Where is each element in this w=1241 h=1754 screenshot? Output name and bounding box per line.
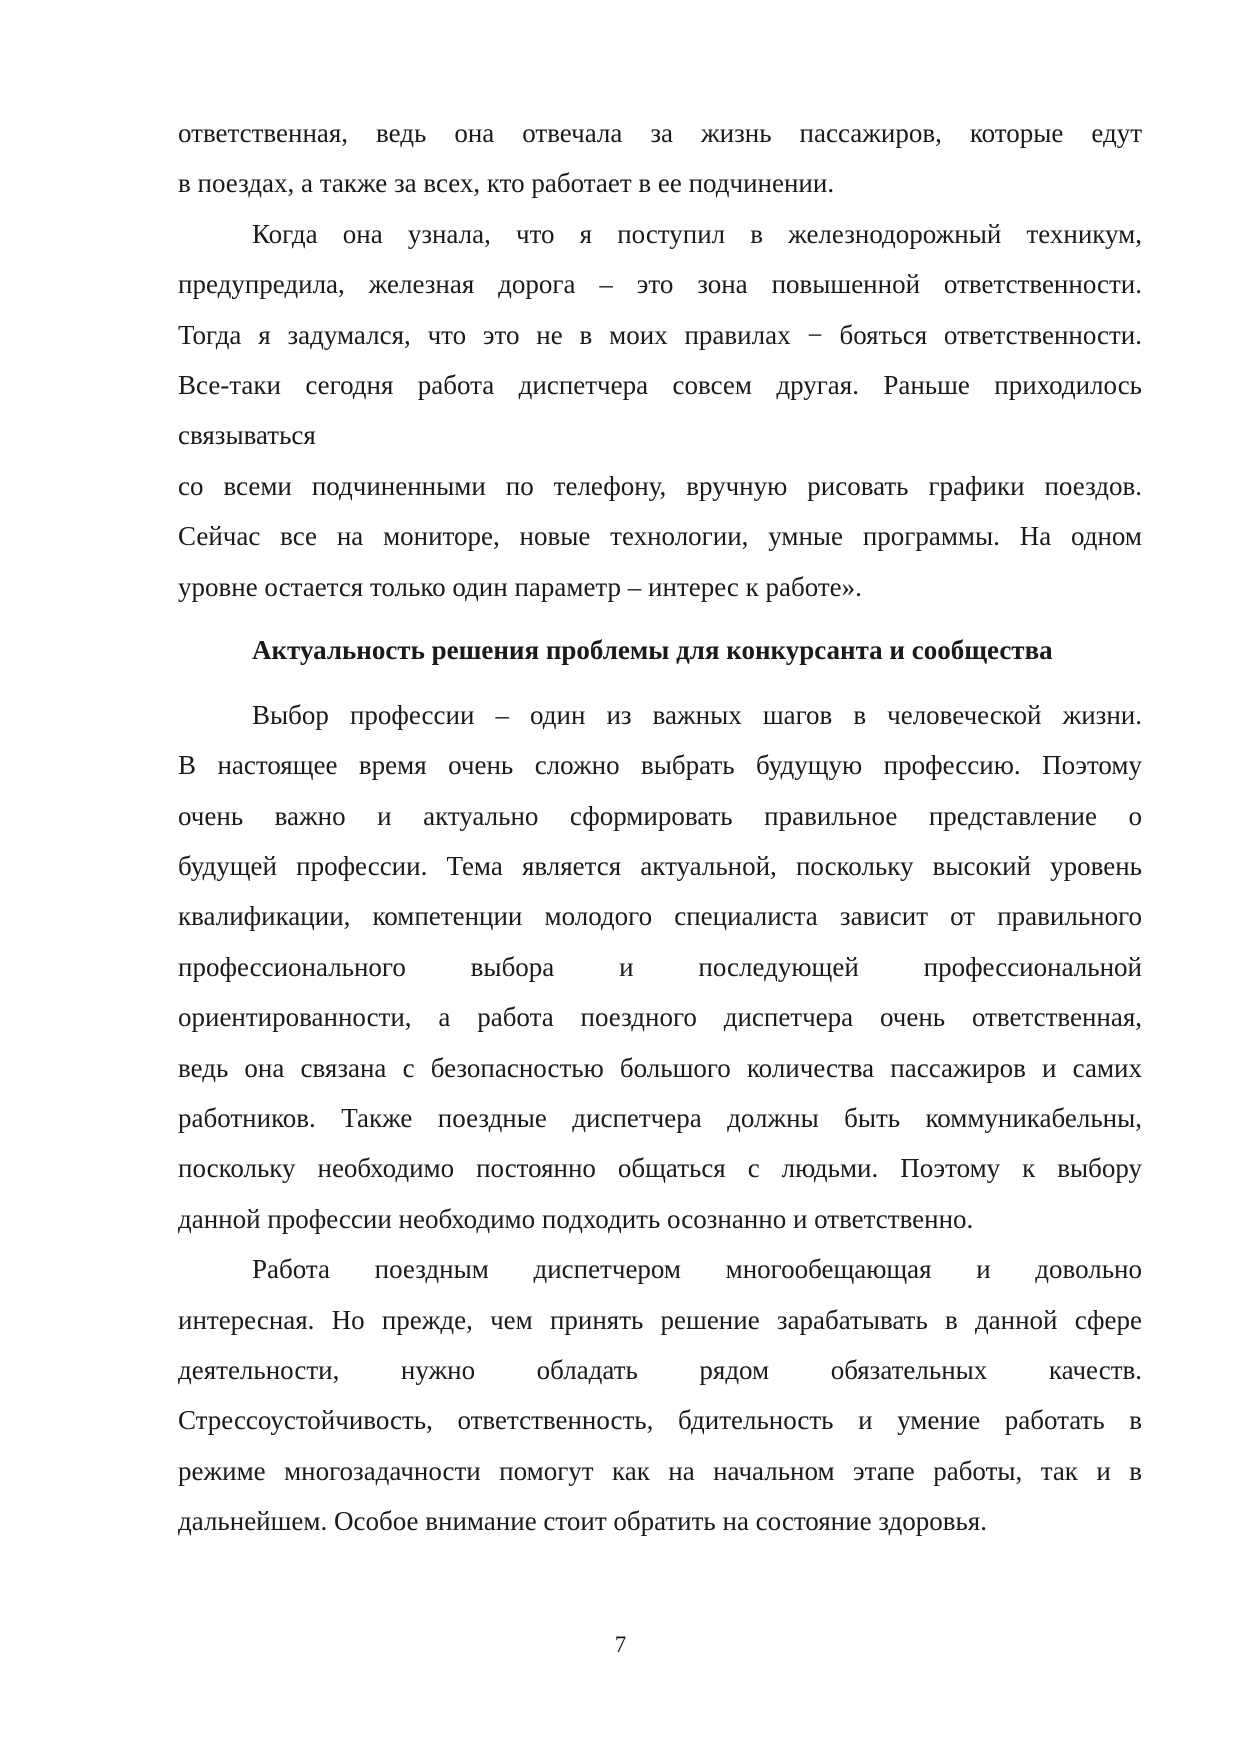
text-line: связываться: [178, 420, 316, 451]
text-line: работников. Также поездные диспетчера должны быть коммуникабельны,: [178, 1103, 1142, 1134]
text-line: Выбор профессии – один из важных шагов в человеческой жизни.: [252, 699, 1142, 730]
text-line: очень важно и актуально сформировать правильное представление о: [178, 800, 1142, 831]
text-line: профессионального выбора и последующей профессиональной: [178, 951, 1142, 982]
paragraph-3: [178, 690, 1142, 1244]
text-line: интересная. Но прежде, чем принять решение зарабатывать в данной сфере: [178, 1304, 1142, 1335]
text-line: Работа поездным диспетчером многообещающая и довольно: [252, 1254, 1142, 1285]
text-line: ориентированности, а работа поездного диспетчера очень ответственная,: [178, 1002, 1142, 1033]
text-line: В настоящее время очень сложно выбрать будущую профессию. Поэтому: [178, 750, 1142, 781]
text-line: Тогда я задумался, что это не в моих правилах − бояться ответственности.: [178, 319, 1142, 350]
text-line: квалификации, компетенции молодого специалиста зависит от правильного: [178, 901, 1142, 932]
text-line: данной профессии необходимо подходить осознанно и ответственно.: [178, 1203, 974, 1234]
text-line: со всеми подчиненными по телефону, вручную рисовать графики поездов.: [178, 470, 1142, 501]
text-line: будущей профессии. Тема является актуальной, поскольку высокий уровень: [178, 851, 1142, 882]
paragraph-1: [178, 108, 1142, 209]
text-line: деятельности, нужно обладать рядом обязательных качеств.: [178, 1354, 1142, 1385]
text-line: Стрессоустойчивость, ответственность, бдительность и умение работать в: [178, 1405, 1142, 1436]
text-line: Сейчас все на мониторе, новые технологии, умные программы. На одном: [178, 521, 1142, 552]
paragraph-2: [178, 209, 1142, 612]
text-line: дальнейшем. Особое внимание стоит обратить на состояние здоровья.: [178, 1506, 987, 1537]
text-line: в поездах, а также за всех, кто работает в ее подчинении.: [178, 168, 835, 199]
section-heading: Актуальность решения проблемы для конкурсанта и сообщества: [252, 634, 1053, 665]
text-line: ведь она связана с безопасностью большого количества пассажиров и самих: [178, 1052, 1142, 1083]
paragraph-4: [178, 1244, 1142, 1546]
text-line: Все-таки сегодня работа диспетчера совсем другая. Раньше приходилось: [178, 369, 1142, 400]
text-line: уровне остается только один параметр – интерес к работе».: [178, 571, 862, 602]
text-line: предупредила, железная дорога – это зона повышенной ответственности.: [178, 269, 1142, 300]
page-number: 7: [614, 1632, 627, 1657]
text-line: режиме многозадачности помогут как на начальном этапе работы, так и в: [178, 1455, 1142, 1486]
document-page: [178, 108, 1142, 1547]
text-line: ответственная, ведь она отвечала за жизнь пассажиров, которые едут: [178, 118, 1142, 148]
text-line: поскольку необходимо постоянно общаться с людьми. Поэтому к выбору: [178, 1153, 1142, 1184]
text-line: Когда она узнала, что я поступил в железнодорожный техникум,: [252, 218, 1142, 249]
